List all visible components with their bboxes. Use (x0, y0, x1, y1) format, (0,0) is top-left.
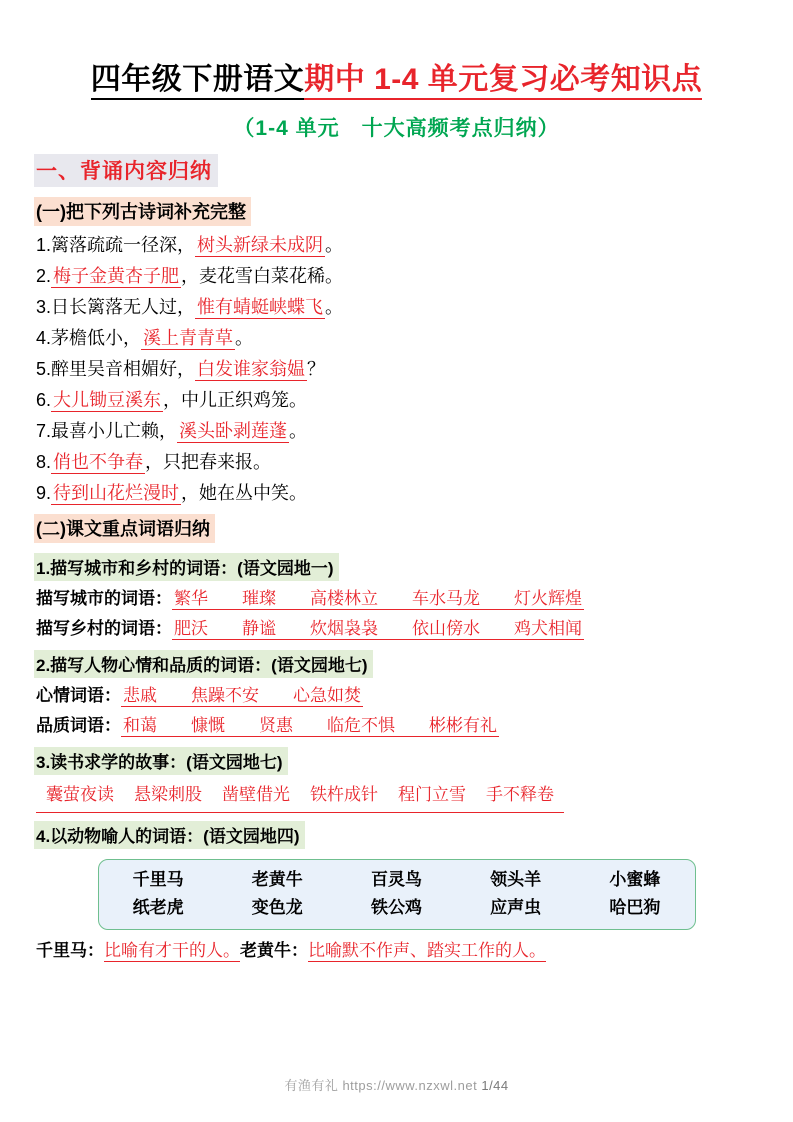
table-cell: 老黄牛 (251, 870, 303, 889)
group1-heading-wrap (34, 547, 759, 584)
group2-heading: 2.描写人物心情和品质的词语：(语文园地七) (34, 650, 373, 678)
section1-heading: 一、背诵内容归纳 (34, 154, 218, 187)
poem-line (36, 261, 759, 292)
group3-row-wrap (34, 778, 759, 815)
footer-brand: 有渔有礼 https://www.nzxwl.net (284, 1078, 478, 1093)
word-row-label: 品质词语： (36, 716, 121, 735)
poem-line (36, 447, 759, 478)
poem-answer: 溪上青青草 (143, 328, 234, 348)
word: 程门立雪 (398, 785, 466, 804)
poem-number: 8. (36, 452, 52, 472)
explain-label: 老黄牛： (240, 941, 308, 960)
poem-answer: 大儿锄豆溪东 (53, 390, 162, 410)
poem-number: 5. (36, 359, 52, 379)
poem-pre: 篱落疏疏一径深， (51, 235, 196, 255)
group4-heading-wrap (34, 815, 759, 852)
poem-line (36, 323, 759, 354)
poem-post: ，麦花雪白菜花稀。 (181, 266, 344, 286)
word-row-label: 心情词语： (36, 686, 121, 705)
page-number: 1/44 (481, 1078, 509, 1093)
word: 和蔼 (123, 716, 157, 735)
word-row (36, 681, 759, 711)
group2-heading-wrap (34, 644, 759, 681)
table-row (99, 894, 695, 922)
table-cell: 铁公鸡 (370, 898, 422, 917)
poem-number: 7. (36, 421, 52, 441)
subsection1-heading: (一)把下列古诗词补充完整 (34, 197, 251, 226)
section1-heading-wrap (34, 150, 759, 192)
word: 焦躁不安 (191, 686, 259, 705)
poem-answer: 俏也不争春 (53, 452, 144, 472)
word: 悬梁刺股 (134, 785, 202, 804)
group1-heading: 1.描写城市和乡村的词语：(语文园地一) (34, 553, 339, 581)
subsection2-heading-wrap (34, 509, 759, 547)
word-row-values (121, 716, 499, 737)
word: 鸡犬相闻 (514, 619, 582, 638)
poem-line (36, 292, 759, 323)
word: 慷慨 (191, 716, 225, 735)
word: 临危不惧 (327, 716, 395, 735)
word: 车水马龙 (412, 589, 480, 608)
page-footer (0, 1075, 793, 1094)
poem-post: ，中儿正织鸡笼。 (163, 390, 308, 410)
group3-heading: 3.读书求学的故事：(语文园地七) (34, 747, 288, 775)
poem-post: 。 (289, 421, 308, 441)
word: 高楼林立 (310, 589, 378, 608)
poem-line (36, 354, 759, 385)
table-cell: 哈巴狗 (609, 898, 661, 917)
table-cell: 领头羊 (490, 870, 542, 889)
group4-heading: 4.以动物喻人的词语：(语文园地四) (34, 821, 305, 849)
table-row (99, 866, 695, 894)
word: 手不释卷 (486, 785, 554, 804)
poem-post: ，她在丛中笑。 (181, 483, 308, 503)
poem-post: 。 (325, 297, 344, 317)
word: 铁杵成针 (310, 785, 378, 804)
poem-line (36, 230, 759, 261)
word: 悲戚 (123, 686, 157, 705)
poem-post: ？ (307, 359, 326, 379)
explain-label: 千里马： (36, 941, 104, 960)
word: 贤惠 (259, 716, 293, 735)
poem-number: 2. (36, 266, 52, 286)
word: 肥沃 (174, 619, 208, 638)
poem-number: 3. (36, 297, 52, 317)
poem-pre: 醉里吴音相媚好， (51, 359, 196, 379)
poem-answer: 待到山花烂漫时 (53, 483, 180, 503)
word: 心急如焚 (293, 686, 361, 705)
poem-answer: 溪头卧剥莲蓬 (179, 421, 288, 441)
poem-post: ，只把春来报。 (145, 452, 272, 472)
word-row (36, 614, 759, 644)
poem-answer: 白发谁家翁媪 (197, 359, 306, 379)
word-row (36, 584, 759, 614)
table-cell: 变色龙 (251, 898, 303, 917)
poem-number: 4. (36, 328, 52, 348)
word-row (36, 711, 759, 741)
poem-line (36, 385, 759, 416)
poem-pre: 最喜小儿亡赖， (51, 421, 178, 441)
table-cell: 应声虫 (490, 898, 542, 917)
table-cell: 百灵鸟 (370, 870, 422, 889)
poem-number: 6. (36, 390, 52, 410)
word: 依山傍水 (412, 619, 480, 638)
word-row-label: 描写城市的词语： (36, 589, 172, 608)
page-subtitle: （1-4 单元 十大高频考点归纳） (233, 117, 560, 140)
poem-number: 1. (36, 235, 52, 255)
word: 璀璨 (242, 589, 276, 608)
poem-post: 。 (235, 328, 254, 348)
word: 炊烟袅袅 (310, 619, 378, 638)
page-title (34, 54, 759, 98)
story-words (36, 780, 564, 813)
title-red: 期中 1-4 单元复习必考知识点 (304, 63, 702, 100)
animal-word-table (98, 859, 696, 930)
subsection2-heading: (二)课文重点词语归纳 (34, 514, 215, 543)
poem-post: 。 (325, 235, 344, 255)
poem-answer: 梅子金黄杏子肥 (53, 266, 180, 286)
table-cell: 纸老虎 (132, 898, 184, 917)
word-row-label: 描写乡村的词语： (36, 619, 172, 638)
poem-line (36, 416, 759, 447)
word: 彬彬有礼 (429, 716, 497, 735)
poem-answer: 惟有蜻蜓峡蝶飞 (197, 297, 324, 317)
word-row-values (121, 686, 363, 707)
explain-answer: 比喻有才干的人。 (104, 941, 240, 960)
word: 凿壁借光 (222, 785, 290, 804)
poem-pre: 日长篱落无人过， (51, 297, 196, 317)
poem-line (36, 478, 759, 509)
poem-pre: 茅檐低小， (51, 328, 142, 348)
word: 繁华 (174, 589, 208, 608)
group3-heading-wrap (34, 741, 759, 778)
poem-number: 9. (36, 483, 52, 503)
subsection1-heading-wrap (34, 192, 759, 230)
table-cell: 千里马 (132, 870, 184, 889)
title-black: 四年级下册语文 (91, 63, 305, 100)
word: 静谧 (242, 619, 276, 638)
poem-answer: 树头新绿未成阴 (197, 235, 324, 255)
table-cell: 小蜜蜂 (609, 870, 661, 889)
word: 囊萤夜读 (46, 785, 114, 804)
word: 灯火辉煌 (514, 589, 582, 608)
word-row-values (172, 619, 584, 640)
explain-answer: 比喻默不作声、踏实工作的人。 (308, 941, 546, 960)
animal-explanations (36, 936, 759, 966)
word-row-values (172, 589, 584, 610)
